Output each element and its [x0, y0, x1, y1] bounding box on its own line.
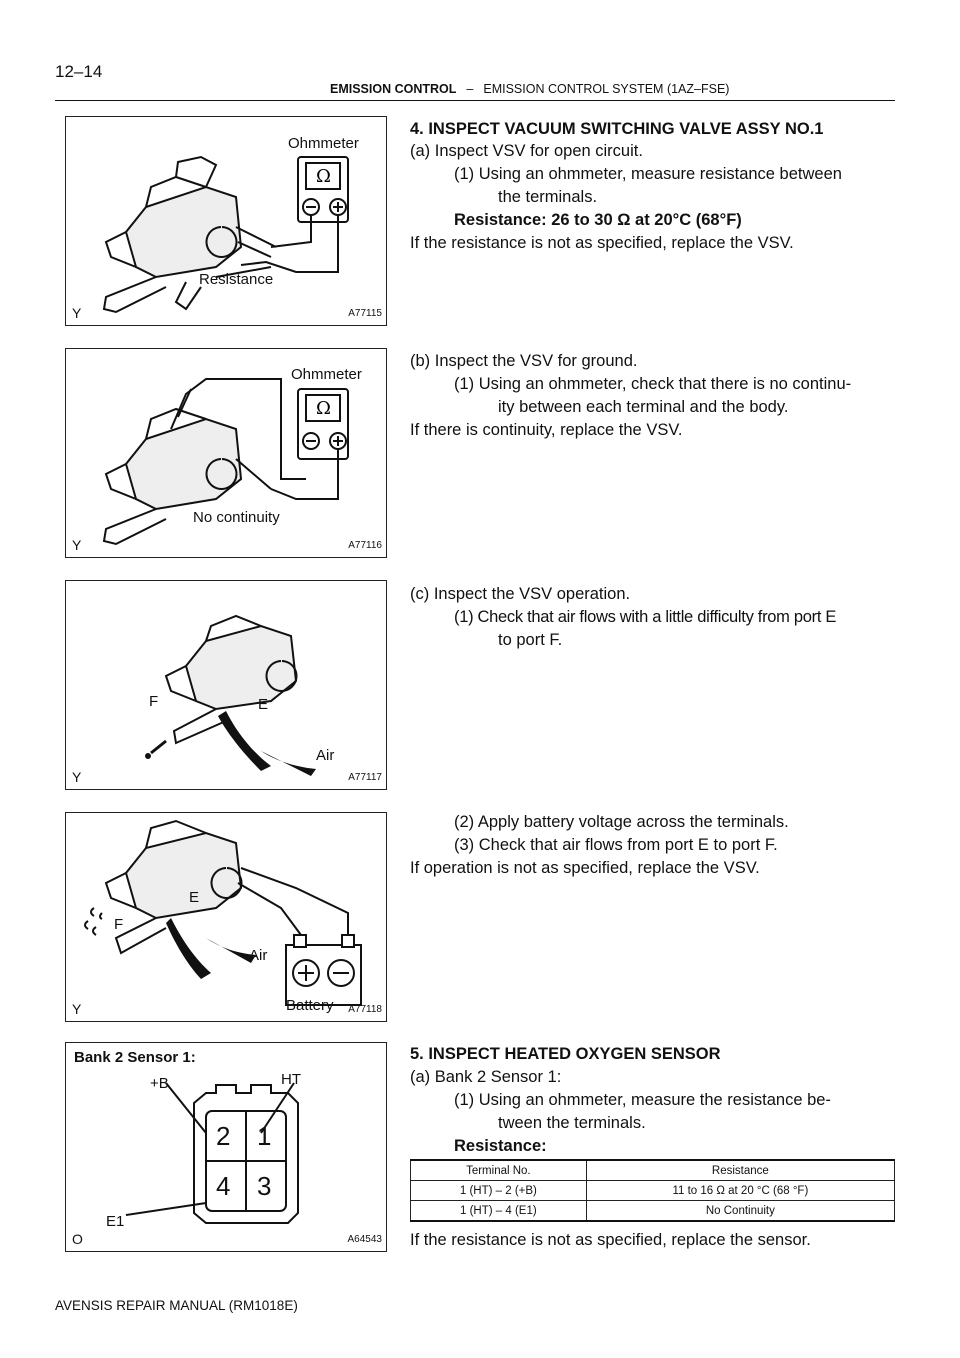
figure-letter: Y [72, 1001, 82, 1017]
step-4b1-line1: (1) Using an ohmmeter, check that there is no continu- [454, 375, 852, 393]
step-4a-note: If the resistance is not as specified, replace the VSV. [410, 234, 794, 252]
vsv-operation-illustration [66, 581, 386, 789]
table-row [411, 1201, 895, 1222]
step-5a-spec: Resistance: [454, 1137, 547, 1155]
table-header-cell: Terminal No. [411, 1160, 587, 1181]
step-4a-spec: Resistance: 26 to 30 Ω at 20°C (68°F) [454, 211, 742, 229]
figure-vsv-operation [65, 580, 387, 790]
air-label: Air [316, 747, 335, 764]
figure-oxygen-sensor-connector [65, 1042, 387, 1252]
port-f-label: F [114, 916, 124, 933]
battery-label: Battery [286, 997, 334, 1014]
table-row [411, 1181, 895, 1201]
step-4c3: (3) Check that air flows from port E to port F. [454, 836, 778, 854]
plus-b-label: +B [150, 1075, 169, 1092]
header-section: EMISSION CONTROL [330, 82, 457, 96]
step-4a1-line2: the terminals. [498, 188, 598, 206]
ohmmeter-label: Ohmmeter [291, 366, 362, 383]
port-e-label: E [258, 696, 269, 713]
e1-label: E1 [106, 1213, 125, 1230]
table-header-row [411, 1160, 895, 1181]
no-continuity-label: No continuity [193, 509, 280, 526]
figure-code: A77118 [348, 1004, 382, 1015]
step-5a1-line2: tween the terminals. [498, 1114, 646, 1132]
ht-label: HT [281, 1071, 301, 1088]
figure-vsv-battery [65, 812, 387, 1022]
running-header [330, 82, 729, 96]
section-4-heading: 4. INSPECT VACUUM SWITCHING VALVE ASSY NO.1 [410, 120, 824, 138]
figure-letter: O [72, 1231, 83, 1247]
figure-letter: Y [72, 537, 82, 553]
figure-letter: Y [72, 305, 82, 321]
port-e-label: E [189, 889, 200, 906]
step-4c2: (2) Apply battery voltage across the terminals. [454, 813, 789, 831]
section-5-heading: 5. INSPECT HEATED OXYGEN SENSOR [410, 1045, 721, 1063]
step-4c1-line2: to port F. [498, 631, 563, 649]
step-4a: (a) Inspect VSV for open circuit. [410, 142, 643, 160]
footer: AVENSIS REPAIR MANUAL (RM1018E) [55, 1298, 298, 1313]
table-cell: No Continuity [586, 1201, 894, 1222]
figure-code: A77116 [348, 540, 382, 551]
step-4c: (c) Inspect the VSV operation. [410, 585, 631, 603]
figure-letter: Y [72, 769, 82, 785]
step-5-note: If the resistance is not as specified, replace the sensor. [410, 1231, 811, 1249]
table-cell: 11 to 16 Ω at 20 °C (68 °F) [586, 1181, 894, 1201]
ohmmeter-label: Ohmmeter [288, 135, 359, 152]
step-4b: (b) Inspect the VSV for ground. [410, 352, 638, 370]
terminal-3: 3 [257, 1171, 272, 1201]
figure-code: A77115 [348, 308, 382, 319]
terminal-4: 4 [216, 1171, 231, 1201]
step-4a1-line1: (1) Using an ohmmeter, measure resistance between [454, 165, 842, 183]
resistance-table [410, 1159, 895, 1222]
sensor-title: Bank 2 Sensor 1: [74, 1049, 196, 1066]
figure-vsv-ground [65, 348, 387, 558]
page-number: 12–14 [55, 62, 103, 81]
step-5a: (a) Bank 2 Sensor 1: [410, 1068, 562, 1086]
step-5a1-line1: (1) Using an ohmmeter, measure the resistance be- [454, 1091, 831, 1109]
header-separator: – [466, 82, 474, 96]
table-cell: 1 (HT) – 2 (+B) [411, 1181, 587, 1201]
header-rule [55, 100, 895, 101]
terminal-1: 1 [257, 1121, 272, 1151]
table-header-cell: Resistance [586, 1160, 894, 1181]
step-4c1-line1: (1) Check that air flows with a little difficulty from port E [454, 608, 837, 626]
port-f-label: F [149, 693, 159, 710]
header-subsection: EMISSION CONTROL SYSTEM (1AZ–FSE) [483, 82, 730, 96]
resistance-label: Resistance [199, 271, 274, 288]
svg-text:Ω: Ω [316, 166, 331, 187]
svg-text:Ω: Ω [316, 398, 331, 419]
table-cell: 1 (HT) – 4 (E1) [411, 1201, 587, 1222]
terminal-2: 2 [216, 1121, 231, 1151]
air-label: Air [249, 947, 268, 964]
figure-code: A64543 [347, 1234, 382, 1245]
step-4c-note: If operation is not as specified, replace the VSV. [410, 859, 760, 877]
step-4b-note: If there is continuity, replace the VSV. [410, 421, 683, 439]
figure-vsv-open-circuit [65, 116, 387, 326]
figure-code: A77117 [348, 772, 382, 783]
step-4b1-line2: ity between each terminal and the body. [498, 398, 789, 416]
